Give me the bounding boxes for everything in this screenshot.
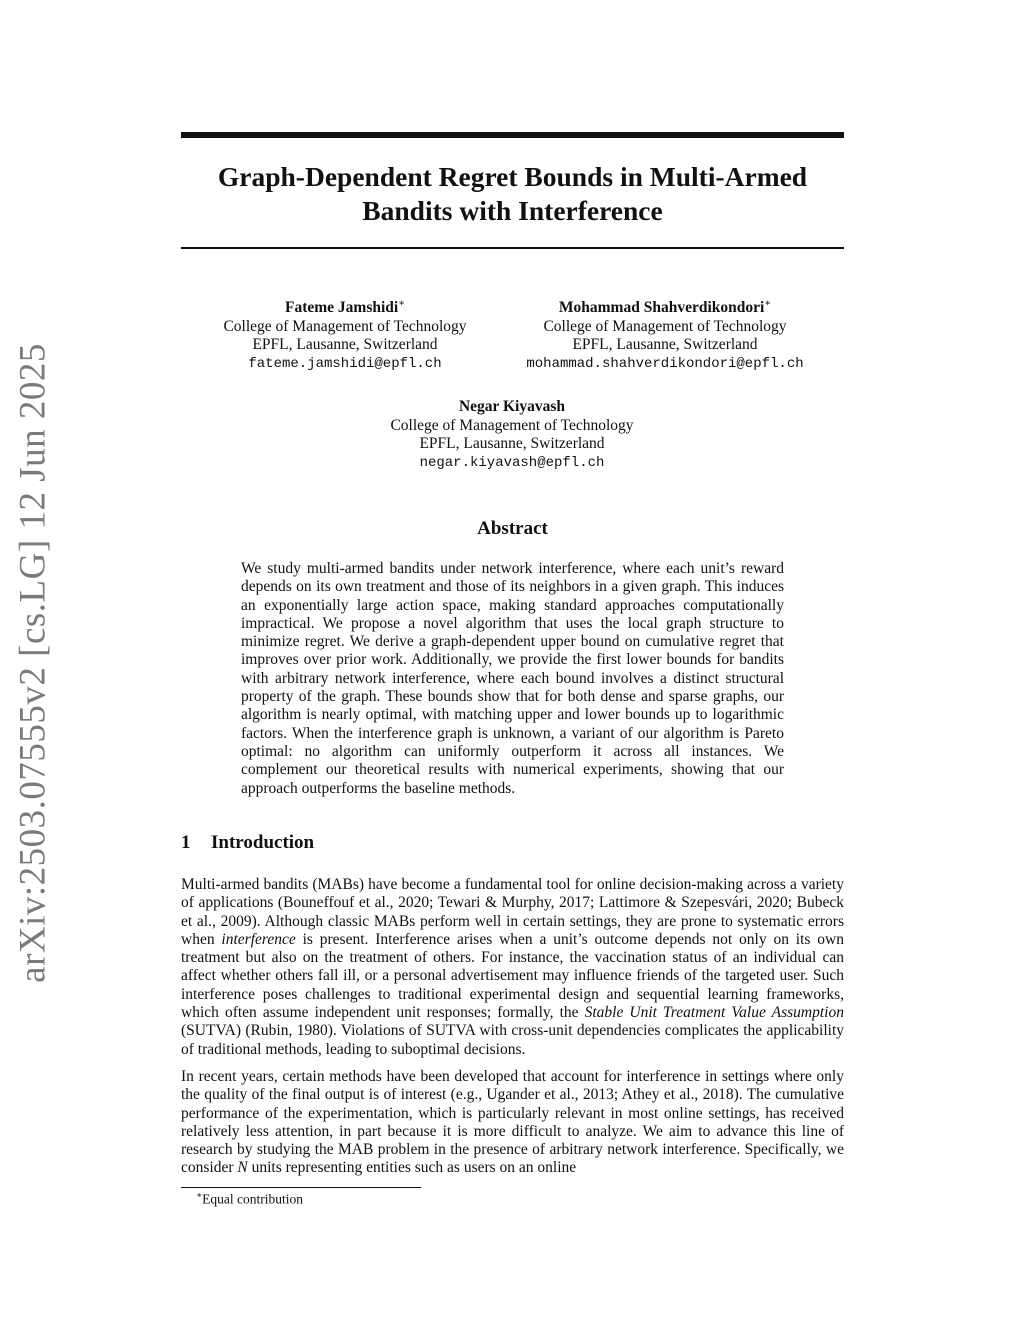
paper-title: Graph-Dependent Regret Bounds in Multi-Armed Bandits with Interference (217, 161, 808, 226)
intro-paragraph-1 (181, 876, 844, 1059)
author-block-3 (362, 398, 662, 472)
author-block-2 (505, 295, 825, 373)
abstract-heading: Abstract (477, 518, 548, 539)
footnote-text: Equal contribution (202, 1191, 303, 1207)
section-heading (181, 832, 314, 854)
author-mark: ∗ (398, 298, 406, 309)
author-block-1 (205, 295, 485, 373)
section-title: Introduction (211, 832, 315, 853)
text-run: is present. Interference arises when a unit’s outcome depends not only on its own treatment but also on the treatment of others. For instance, the vaccination status of an individual can affect whether others fall ill, or a personal advertisement may influence friends of the targeted user. Such interference poses challenges to traditional experimental design and sequential learning frameworks, which often assume independent unit responses; formally, the (181, 930, 844, 1022)
text-run: units representing entities such as users on an online (247, 1159, 577, 1177)
author-name: Mohammad Shahverdikondori (558, 299, 765, 317)
text-run: Multi-armed bandits (MABs) have become a fundamental tool for online decision-making across a variety of applications (Bouneffouf et al., 2020; Tewari & Murphy, 2017; Lattimore & Szepesvári, 2020; Bubeck et al., 2009). Although classic MABs perform well in certain settings, they are prone to systematic errors when (181, 876, 844, 948)
math-variable: N (237, 1159, 248, 1177)
title-top-rule (181, 132, 844, 138)
author-name: Fateme Jamshidi (284, 299, 399, 317)
author-mark: ∗ (764, 298, 772, 309)
author-email: negar.kiyavash@epfl.ch (419, 454, 605, 471)
author-name: Negar Kiyavash (458, 398, 566, 415)
emphasis: Stable Unit Treatment Value Assumption (584, 1004, 844, 1022)
abstract-text: We study multi-armed bandits under network interference, where each unit’s reward depends on its own treatment and those of its neighbors in a given graph. This induces an exponentially large action space, making standard approaches computationally impractical. We propose a novel algorithm that uses the local graph structure to minimize regret. We derive a graph-dependent upper bound on cumulative regret that improves over prior work. Additionally, we provide the first lower bounds for bandits with arbitrary network interference, where each bound involves a distinct structural property of the graph. These bounds show that for both dense and sparse graphs, our algorithm is nearly optimal, with matching upper and lower bounds up to logarithmic factors. When the interference graph is unknown, a variant of our algorithm is Pareto optimal: no algorithm can uniformly outperform it across all instances. We complement our theoretical results with numerical experiments, showing that our approach outperforms the baseline methods. (241, 560, 784, 797)
emphasis: interference (221, 930, 296, 948)
author-email: fateme.jamshidi@epfl.ch (248, 355, 442, 372)
footnote-rule (181, 1187, 421, 1188)
author-affiliation: College of Management of Technology (223, 317, 467, 335)
text-run: (SUTVA) (Rubin, 1980). Violations of SUTVA with cross-unit dependencies complicates the applicability of traditional methods, leading to suboptimal decisions. (181, 1022, 844, 1058)
author-affiliation: College of Management of Technology (390, 416, 634, 434)
author-email: mohammad.shahverdikondori@epfl.ch (526, 355, 804, 372)
text-run: In recent years, certain methods have been developed that account for interference in settings where only the quality of the final output is of interest (e.g., Ugander et al., 2013; Athey et al., 2018). The cumulative performance of the experimentation, which is particularly relevant in most online settings, has received relatively less attention, in part because it is more difficult to analyze. We aim to advance this line of research by studying the MAB problem in the presence of arbitrary network interference. Specifically, we consider (181, 1068, 844, 1177)
author-location: EPFL, Lausanne, Switzerland (572, 336, 758, 354)
intro-paragraph-2 (181, 1068, 844, 1178)
footnote (196, 1190, 303, 1208)
author-location: EPFL, Lausanne, Switzerland (252, 336, 438, 354)
author-affiliation: College of Management of Technology (543, 317, 787, 335)
author-location: EPFL, Lausanne, Switzerland (419, 435, 605, 452)
footnote-mark: ∗ (196, 1190, 203, 1200)
arxiv-identifier: arXiv:2503.07555v2 [cs.LG] 12 Jun 2025 (12, 343, 54, 983)
section-number: 1 (181, 832, 191, 853)
title-bottom-rule (181, 247, 844, 249)
